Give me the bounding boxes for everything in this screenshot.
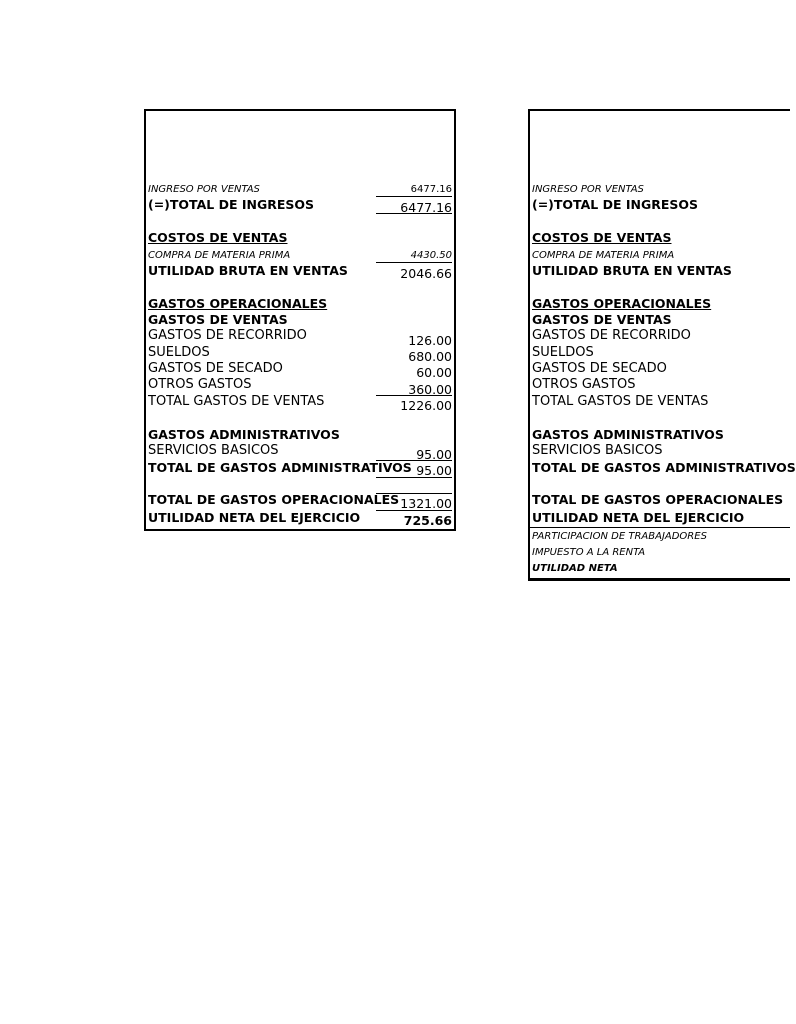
row-value: 1226.00: [400, 398, 452, 413]
row-value: 725.66: [403, 513, 452, 528]
row-label: SUELDOS: [532, 345, 594, 360]
row-label: TOTAL GASTOS DE VENTAS: [148, 394, 325, 409]
row-label: INGRESO POR VENTAS: [532, 184, 644, 195]
income-statement-right: [528, 109, 796, 581]
row-label: TOTAL DE GASTOS ADMINISTRATIVOS: [532, 460, 796, 475]
row-value: 360.00: [408, 382, 452, 397]
row-label: TOTAL DE GASTOS OPERACIONALES: [148, 492, 400, 507]
row-label: GASTOS DE VENTAS: [532, 312, 672, 327]
row-value: 60.00: [416, 365, 452, 380]
row-value: 1321.00: [400, 496, 452, 511]
row-label: UTILIDAD NETA DEL EJERCICIO: [148, 510, 361, 525]
row-label: COSTOS DE VENTAS: [532, 230, 672, 245]
row-value: 6477.16: [410, 184, 452, 195]
row-label: COMPRA DE MATERIA PRIMA: [532, 250, 675, 261]
row-value: 2046.66: [400, 266, 452, 281]
row-value: 6477.16: [400, 200, 452, 215]
row-label: SERVICIOS BASICOS: [148, 443, 279, 458]
row-label: GASTOS OPERACIONALES: [532, 296, 712, 311]
row-value: 95.00: [416, 447, 452, 462]
row-label: COSTOS DE VENTAS: [148, 230, 288, 245]
row-label: (=)TOTAL DE INGRESOS: [532, 197, 699, 212]
row-label: GASTOS DE RECORRIDO: [148, 328, 307, 343]
row-label: (=)TOTAL DE INGRESOS: [148, 197, 315, 212]
row-label: GASTOS DE SECADO: [532, 361, 667, 376]
row-label: SUELDOS: [148, 345, 210, 360]
row-label: GASTOS OPERACIONALES: [148, 296, 328, 311]
row-label: TOTAL GASTOS DE VENTAS: [532, 394, 709, 409]
row-label: GASTOS ADMINISTRATIVOS: [148, 427, 340, 442]
row-label: TOTAL DE GASTOS OPERACIONALES: [532, 492, 784, 507]
row-value: 126.00: [408, 333, 452, 348]
row-label: TOTAL DE GASTOS ADMINISTRATIVOS: [148, 460, 412, 475]
row-label: UTILIDAD NETA DEL EJERCICIO: [532, 510, 745, 525]
row-label: IMPUESTO A LA RENTA: [532, 547, 646, 558]
row-value: 4430.50: [410, 250, 452, 261]
row-label: OTROS GASTOS: [532, 377, 636, 392]
row-label: GASTOS DE SECADO: [148, 361, 283, 376]
row-label: UTILIDAD BRUTA EN VENTAS: [148, 263, 348, 278]
row-label: UTILIDAD NETA: [532, 563, 618, 574]
row-label: GASTOS ADMINISTRATIVOS: [532, 427, 724, 442]
divider: [530, 527, 790, 528]
row-value: 680.00: [408, 349, 452, 364]
row-label: PARTICIPACION DE TRABAJADORES: [532, 531, 707, 542]
row-label: GASTOS DE RECORRIDO: [532, 328, 691, 343]
row-label: GASTOS DE VENTAS: [148, 312, 288, 327]
row-label: INGRESO POR VENTAS: [148, 184, 260, 195]
row-value: 95.00: [416, 463, 452, 478]
row-label: OTROS GASTOS: [148, 377, 252, 392]
row-label: COMPRA DE MATERIA PRIMA: [148, 250, 291, 261]
row-label: UTILIDAD BRUTA EN VENTAS: [532, 263, 732, 278]
row-label: SERVICIOS BASICOS: [532, 443, 663, 458]
